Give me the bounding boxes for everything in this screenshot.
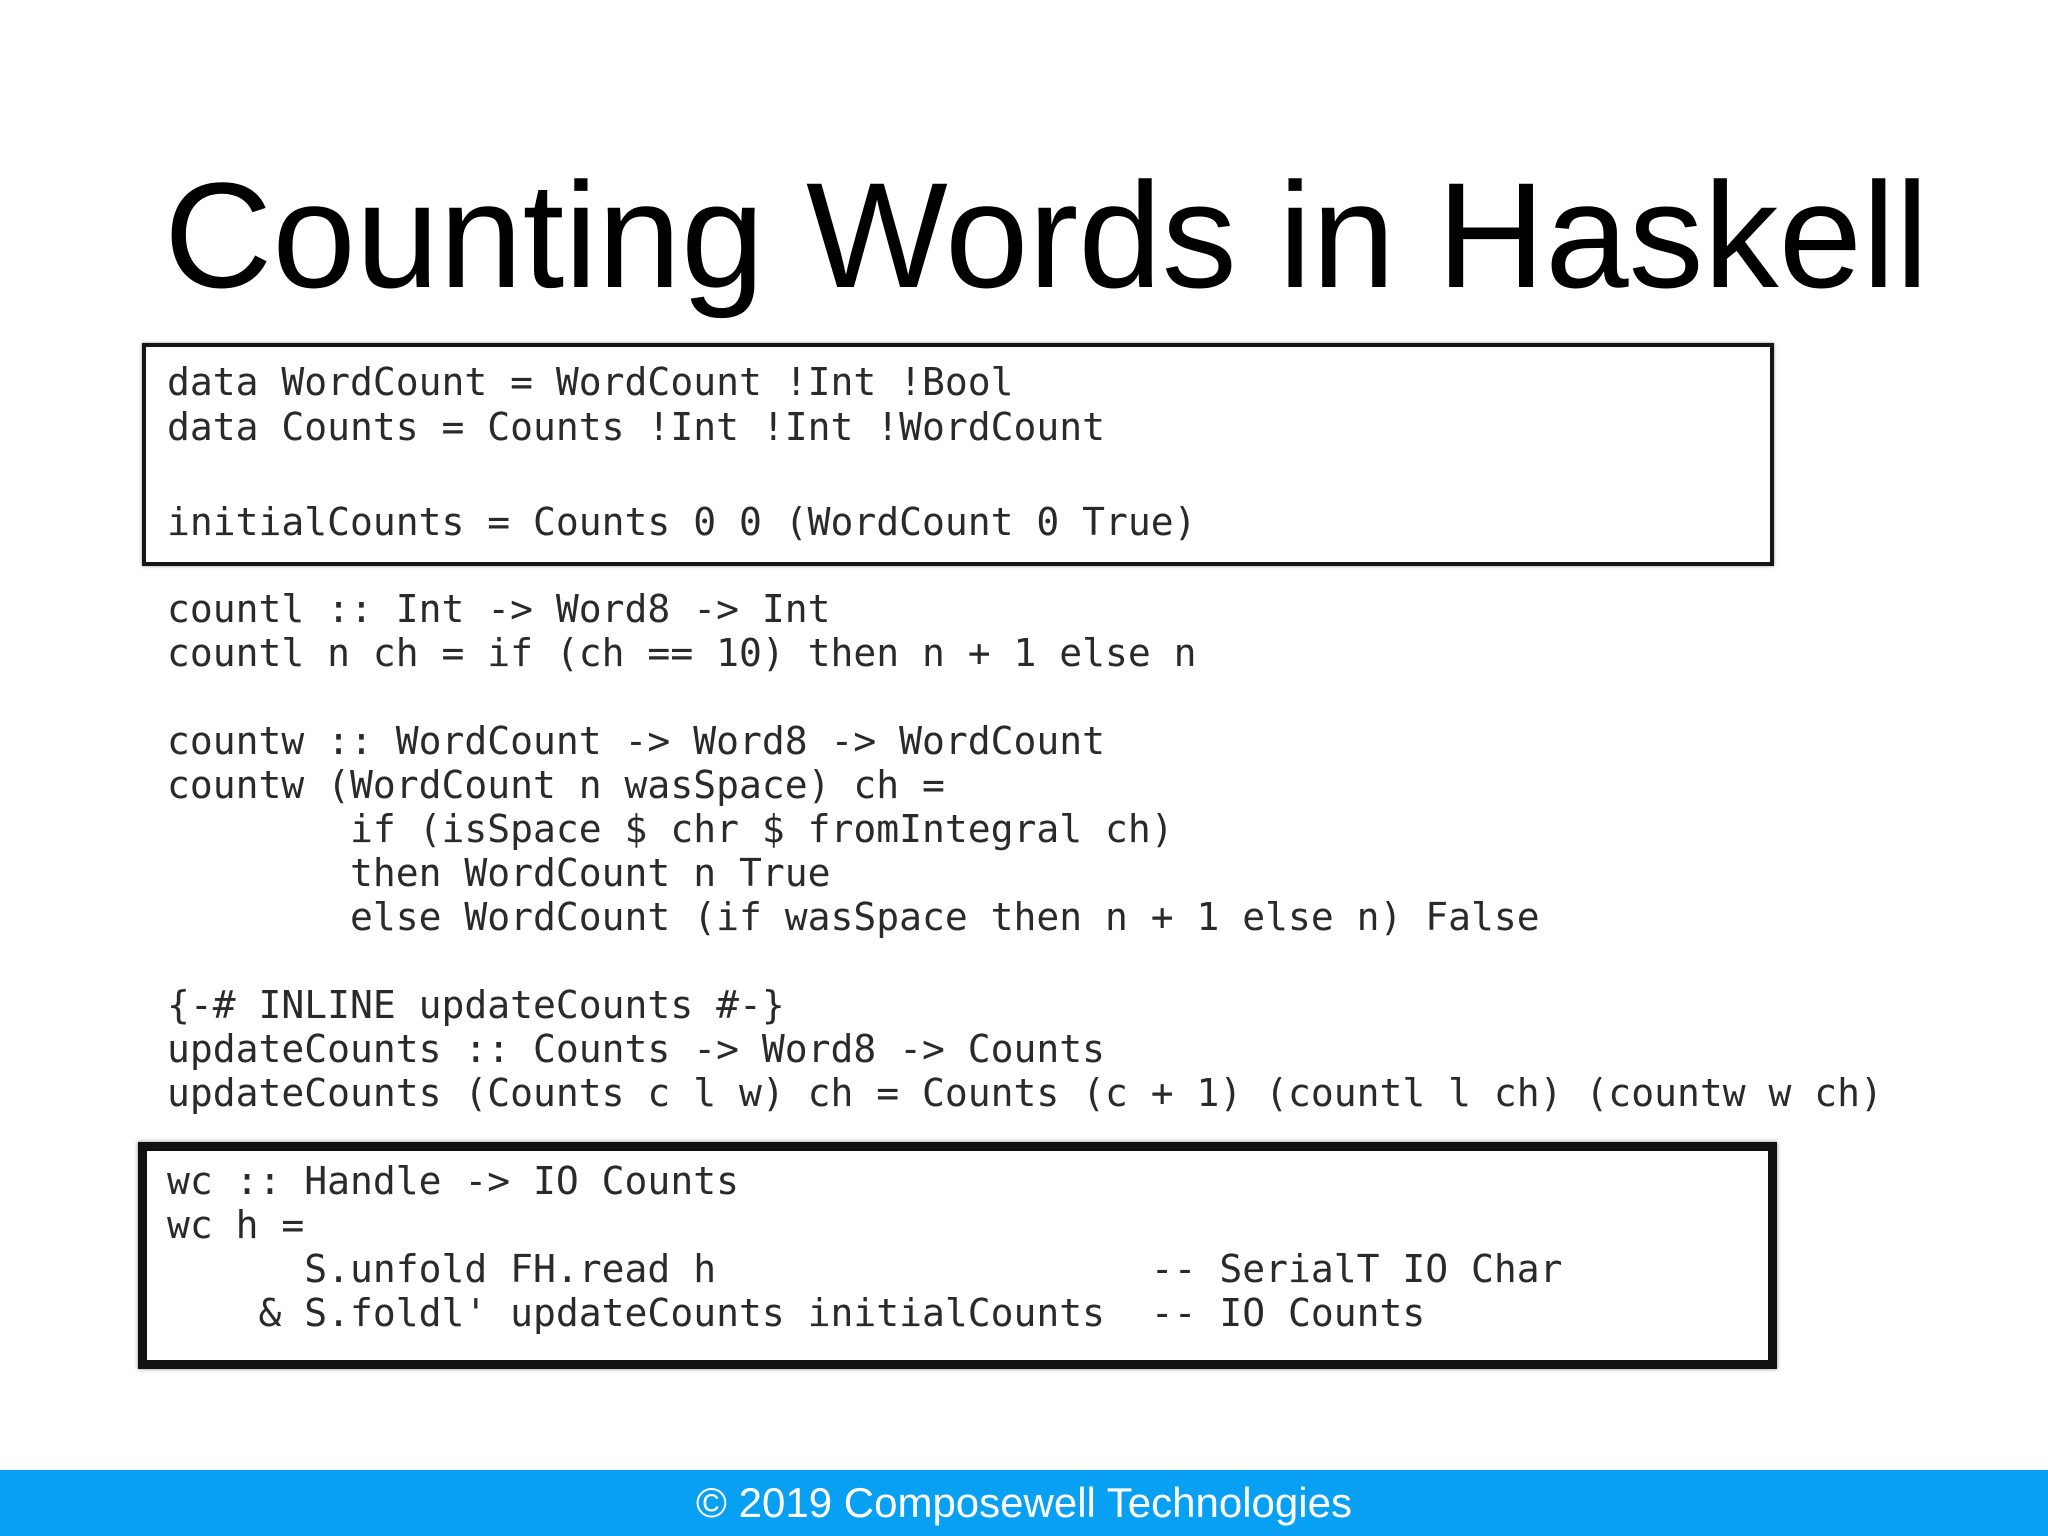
code-line: S.unfold FH.read h -- SerialT IO Char: [167, 1247, 1563, 1291]
code-line: if (isSpace $ chr $ fromIntegral ch): [167, 807, 1174, 851]
code-line: countw (WordCount n wasSpace) ch =: [167, 763, 945, 807]
slide-title: Counting Words in Haskell: [164, 151, 1929, 319]
code-line: countl n ch = if (ch == 10) then n + 1 else n: [167, 631, 1197, 675]
code-line: & S.foldl' updateCounts initialCounts -- IO Counts: [167, 1291, 1426, 1335]
code-line: data WordCount = WordCount !Int !Bool: [167, 360, 1014, 404]
code-line: countl :: Int -> Word8 -> Int: [167, 587, 831, 631]
code-line: wc h =: [167, 1203, 305, 1247]
code-line: updateCounts :: Counts -> Word8 -> Counts: [167, 1027, 1105, 1071]
code-line: data Counts = Counts !Int !Int !WordCount: [167, 405, 1105, 449]
code-line: updateCounts (Counts c l w) ch = Counts (c + 1) (countl l ch) (countw w ch): [167, 1071, 1883, 1115]
code-line: wc :: Handle -> IO Counts: [167, 1159, 739, 1203]
code-line: else WordCount (if wasSpace then n + 1 else n) False: [167, 895, 1540, 939]
footer-copyright: © 2019 Composewell Technologies: [696, 1479, 1352, 1526]
code-line: countw :: WordCount -> Word8 -> WordCount: [167, 719, 1105, 763]
code-line: {-# INLINE updateCounts #-}: [167, 983, 785, 1027]
code-line: then WordCount n True: [167, 851, 831, 895]
code-line: initialCounts = Counts 0 0 (WordCount 0 True): [167, 500, 1197, 544]
footer-bar: [0, 1470, 2048, 1536]
